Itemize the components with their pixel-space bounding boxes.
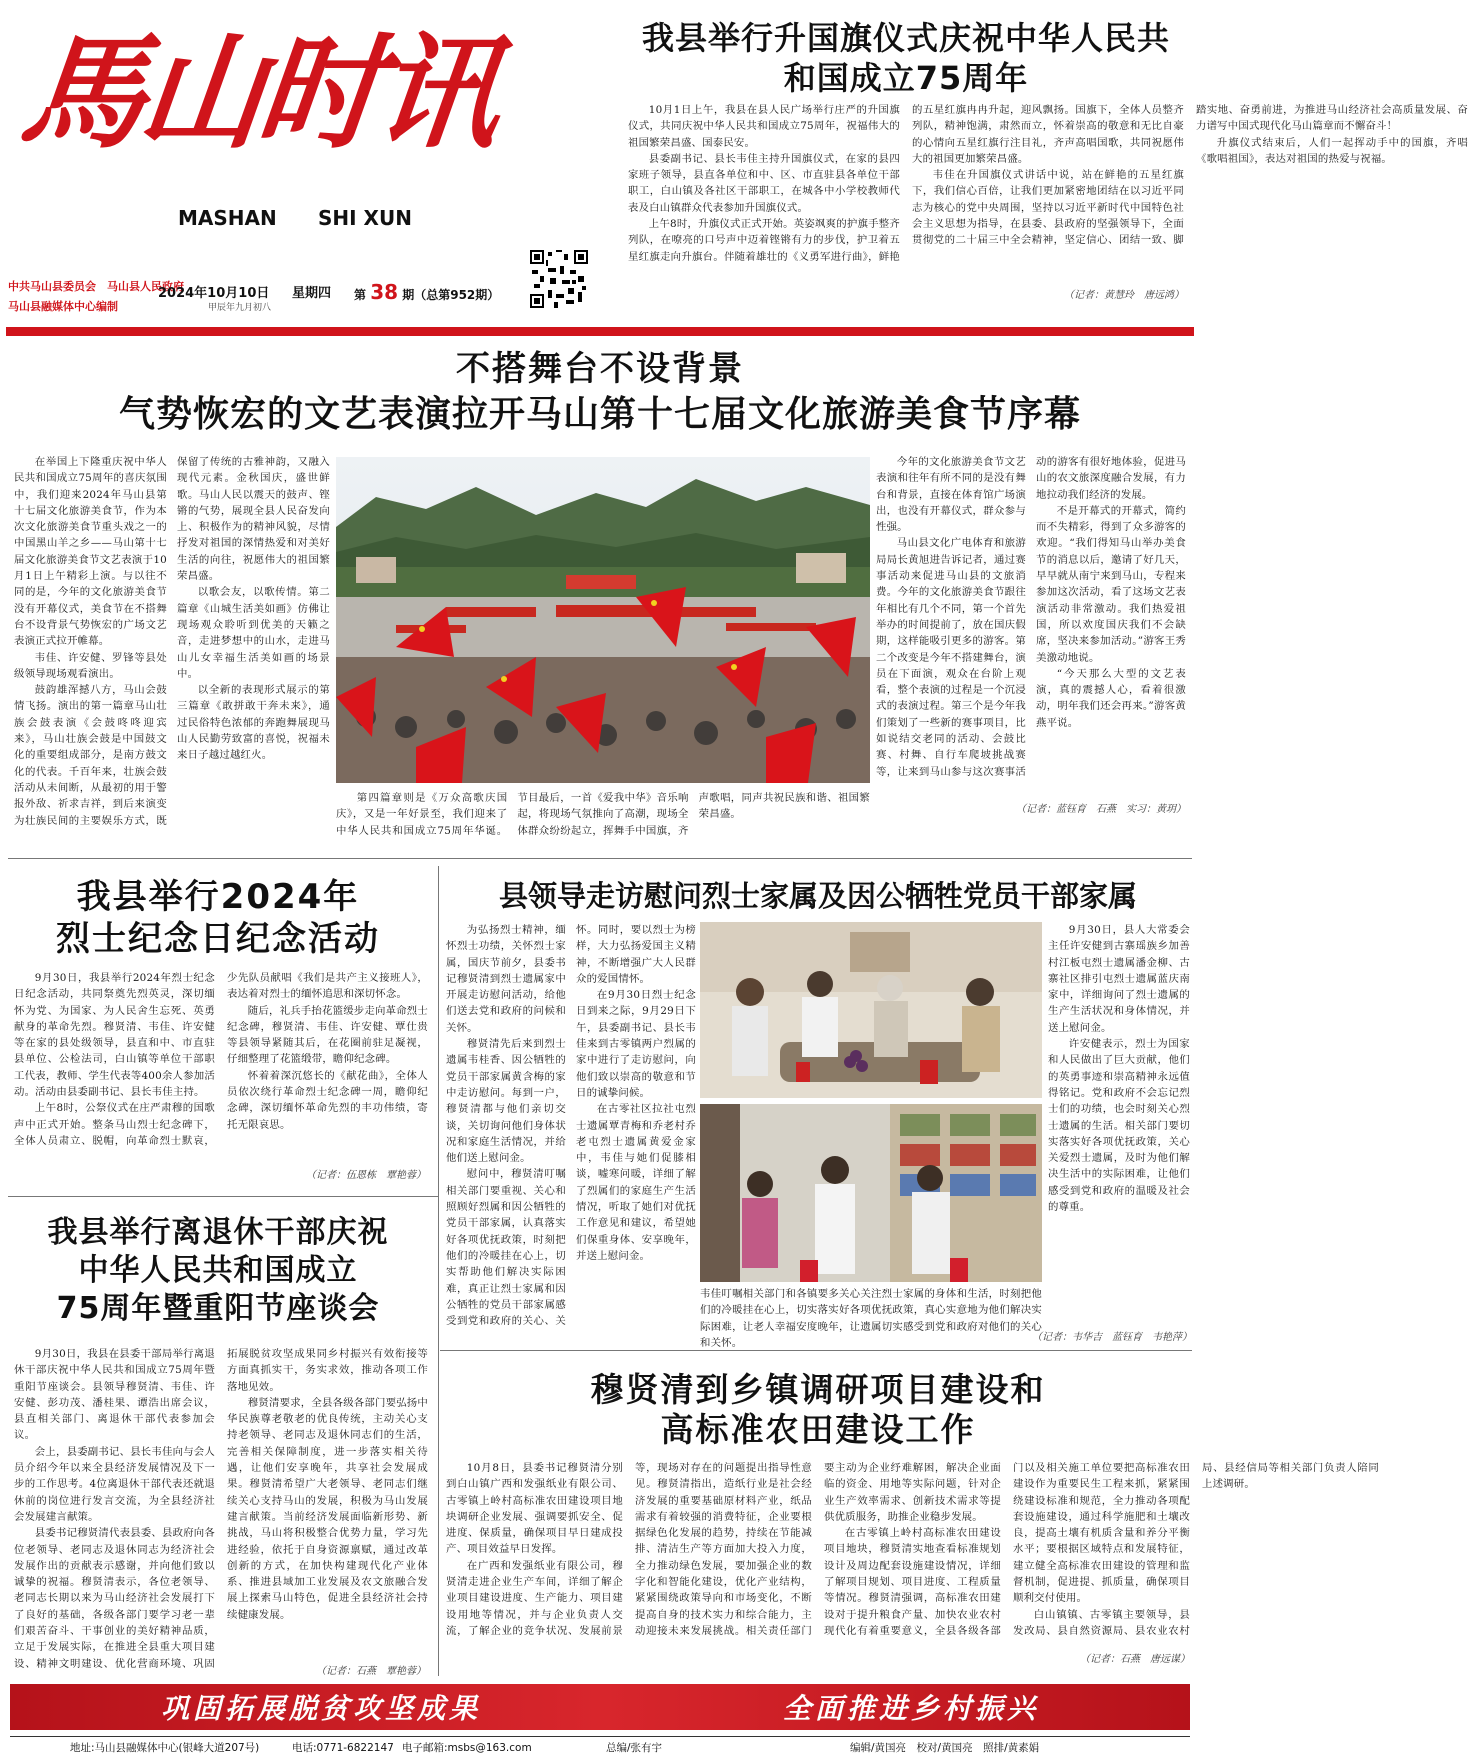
masthead-date: 2024年10月10日 [158,286,270,301]
paragraph: 以全新的表现形式展示的第三篇章《敢拼敢干奔未来》，通过民俗特色浓郁的奔跑舞展现马山人民勤劳致富的喜悦，祝福未来日子越过越红火。 [177,684,330,762]
paragraph: 9月30日，我县举行2024年烈士纪念日纪念活动，共同祭奠先烈英灵，深切缅怀为党、为国家、为人民舍生忘死、英勇献身的革命先烈。穆贤清、韦佳、许安健等在家的县处级领导，县直和中、市直驻县单位、公检法司，白山镇等单位干部职工代表，教师、学生代表等400余人参加活动。活动由县委副书记、县长韦佳主持。 [14,972,215,1099]
masthead-lunar: 甲辰年九月初八 [208,303,272,313]
footer-phone: 电话:0771-6822147 [292,1742,394,1754]
paragraph: 慰问中，穆贤清叮嘱相关部门要重视、关心和照顾好烈属和因公牺牲的党员干部家属，认真落实好各项优抚政策，时刻把他们的冷暖挂在心上，切实帮助他们解决实际困难，真正让烈士家属和因公牺牲的党员干部家属感受到党和政府的关心、关怀。同时，要以烈士为榜样，大力弘扬爱国主义精神，不断增强广大人民群众的爱国情怀。 [446,924,696,1328]
masthead-sponsor-1: 中共马山县委员会 马山县人民政府 [8,280,184,293]
martyrs-body [14,970,428,1180]
divider [8,1196,438,1197]
festival-photo [336,457,870,783]
masthead-issue [354,280,499,304]
masthead-en-left: MASHAN [178,206,277,230]
paragraph: 韦佳叮嘱相关部门和各镇要多关心关注烈士家属的身体和生活，时刻把他们的冷暖挂在心上，切实落实好各项优抚政策，真心实意地为他们解决实际困难，让老人幸福安度晚年，让遗属切实感受到党和政府对他们的关心和关怀。 [700,1288,1042,1349]
retiree-headline-line1: 我县举行离退休干部庆祝 [47,1215,389,1250]
masthead-weekday: 星期四 [292,286,332,301]
lead-headline-line1: 不搭舞台不设背景 [456,349,744,389]
paragraph: 9月30日，我县在县委干部局举行离退休干部庆祝中华人民共和国成立75周年暨重阳节座谈会。县领导穆贤清、韦佳、许安健、彭功茂、潘桂果、谭浩出席会议，县直相关部门、离退休干部代表参加会议。 [14,1348,215,1442]
visit-photo-1 [700,922,1042,1098]
paragraph: 不是开幕式的开幕式，简约而不失精彩，得到了众多游客的欢迎。“我们得知马山举办美食节的消息以后，邀请了好几天，早早就从南宁来到马山，专程来参加这次活动，看了这场文艺表演活动非常激动。我们热爱祖国，所以欢度国庆我们不会缺席，坚决来参加活动。”游客王秀美激动地说。 [1036,504,1186,664]
paragraph: 今年的文化旅游美食节文艺表演和往年有所不同的是没有舞台和背景，直接在体育馆广场演出，也没有开幕仪式，群众参与性强。 [876,456,1026,534]
paragraph: 在古零镇上岭村高标准农田建设项目地块，穆贤清实地查看标准规划设计及周边配套设施建设情况，详细了解项目规划、项目进度、工程质量等情况。穆贤清强调，高标准农田建设对于提升粮食产量、加快农业农村现代化有着重要意义，全县各级各部门以及相关施工单位要把高标准农田建设作为重要民生工程来抓，紧紧围绕建设标准和规范，全力推动各项配套设施建设，通过科学施肥和土壤改良，提高土壤有机质含量和养分平衡水平；要根据区域特点和发展特征，建立健全高标准农田建设的管理和监督机制，促进提、抓质量，确保项目顺利交付使用。 [824,1462,1190,1637]
masthead [0,0,620,313]
footer-address: 地址:马山县融媒体中心(银峰大道207号) [70,1742,260,1754]
rural-headline-line1: 穆贤清到乡镇调研项目建设和 [590,1370,1046,1409]
paragraph: 上午8时，升旗仪式正式开始。英姿飒爽的护旗手整齐列队，在嘹亮的口号声中迈着铿锵有力的步伐，护卫着五星红旗走向升旗台。伴随着雄壮的《义勇军进行曲》，鲜艳的五星红旗冉冉升起，迎风飘扬。国旗下，全体人员整齐列队，精神饱满，肃然而立，怀着崇高的敬意和无比自豪的心情向五星红旗行注目礼，齐声高唱国歌，共同祝愿伟大的祖国更加繁荣昌盛。 [628,104,1184,263]
retiree-body [14,1346,428,1676]
paragraph: 10月1日上午，我县在县人民广场举行庄严的升国旗仪式，共同庆祝中华人民共和国成立75周年，祝福伟大的祖国繁荣昌盛、国泰民安。 [628,104,900,149]
top-story-body [628,102,1468,280]
rural-byline: （记者：石燕 唐远谋） [1080,1654,1190,1665]
rural-body [446,1460,1379,1646]
paragraph: 9月30日，县人大常委会主任许安健到古寨瑶族乡加善村江板屯烈士遗属潘金柳、古寨社区排引屯烈士遗属蓝庆南家中，详细询问了烈士遗属的生产生活状况和身体情况，并送上慰问金。 [1048,924,1190,1034]
footer-email: 电子邮箱:msbs@163.com [402,1742,532,1754]
paragraph: 为弘扬烈士精神，缅怀烈士功绩，关怀烈士家属，国庆节前夕，县委书记穆贤清到烈士遗属家中开展走访慰问活动，给他们送去党和政府的问候和关怀。 [446,924,566,1034]
paragraph: 县委副书记、县长韦佳主持升国旗仪式，在家的县四家班子领导，县直各单位和中、区、市直驻县各单位干部职工，白山镇及各社区干部职工，在城各中小学校教师代表及白山镇群众代表参加升国旗仪式。 [628,152,900,214]
slogan-banner [10,1684,1190,1730]
visit-byline: （记者：韦华吉 蓝钰育 韦艳萍） [1032,1332,1192,1343]
visit-photo-1-art [700,922,1042,1098]
paragraph: 升旗仪式结束后，人们一起挥动手中的国旗，齐唱《歌唱祖国》，表达对祖国的热爱与祝福。 [1196,136,1468,165]
visit-body-under-photo [700,1286,1042,1349]
masthead-logo: 馬山时讯 [14,21,502,166]
divider [438,866,439,1676]
paragraph: 鼓韵雄浑撼八方，马山会鼓情飞扬。演出的第一篇章马山壮族会鼓表演《会鼓咚咚迎宾来》，马山壮族会鼓是中国鼓文化的重要组成部分，是南方鼓文化的代表。千百年来，壮族会鼓活动从未间断，从最初的用于警报外敌、祈求吉祥，到后来演变为壮族民间的主要娱乐方式，既保留了传统的古雅神韵，又融入现代元素。金秋国庆，盛世鲜歌。马山人民以震天的鼓声、铿锵的气势，展现全县人民奋发向上、积极作为的精神风貌，尽情抒发对祖国的深情热爱和对美好生活的向往，祝愿伟大的祖国繁荣昌盛。 [14,456,330,827]
issue-prefix: 第 [354,288,367,302]
paragraph: 在9月30日烈士纪念日到来之际，9月29日下午，县委副书记、县长韦佳来到古零镇两户烈属的家中进行了走访慰问，向他们致以崇高的敬意和节日的诚挚问候。 [576,989,696,1099]
lead-headline-line2: 气势恢宏的文艺表演拉开马山第十七届文化旅游美食节序幕 [118,394,1081,435]
paragraph: 韦佳在升国旗仪式讲话中说，站在鲜艳的五星红旗下，我们信心百倍，让我们更加紧密地团结在以习近平同志为核心的党中央周围，坚持以习近平新时代中国特色社会主义思想为指导，在县委、县政府的坚强领导下，全面贯彻党的二十届三中全会精神，坚定信心、团结一致、脚踏实地、奋勇前进，为推进马山经济社会高质量发展、奋力谱写中国式现代化马山篇章而不懈奋斗！ [912,104,1468,247]
retiree-byline: （记者：石燕 覃艳蓉） [316,1666,426,1677]
paragraph: 县委书记穆贤清代表县委、县政府向各位老领导、老同志及退休同志为经济社会发展作出的贡献表示感谢，并向他们致以诚挚的祝福。穆贤清表示，各位老领导、老同志长期以来为马山经济社会发展打下了良好的基础，各级各部门要学习老一辈们艰苦奋斗、干事创业的美好精神品质，立足于发展实际，在推进全县重大项目建设、精神文明建设、优化营商环境、巩固拓展脱贫攻坚成果同乡村振兴有效衔接等方面真抓实干，务实求效，推动各项工作落地见效。 [14,1348,428,1670]
footer [10,1740,1190,1756]
lead-byline: （记者：蓝钰育 石燕 实习：黄玥） [1016,804,1186,815]
paragraph: 韦佳、许安健、罗锋等县处级领导现场观看演出。 [14,651,167,680]
issue-suffix: 期（总第952期） [402,288,500,302]
divider [440,1350,1192,1351]
festival-photo-art [336,457,870,783]
visit-photo-2 [700,1104,1042,1282]
issue-number: 38 [370,280,399,304]
rural-headline-line2: 高标准农田建设工作 [660,1410,976,1449]
footer-chief-editor: 总编/张有宇 [606,1742,663,1754]
divider [8,858,1192,859]
retiree-headline-line2: 中华人民共和国成立 [78,1253,358,1288]
visit-body-left [446,922,696,1338]
martyrs-headline-line1: 我县举行2024年 [76,877,360,917]
footer-rule [10,1736,1190,1737]
visit-body-right [1048,922,1190,1326]
paragraph: 穆贤清先后来到烈士遗属韦桂香、因公牺牲的党员干部家属黄含梅的家中走访慰问。每到一户，穆贤清都与他们亲切交谈，关切询问他们身体状况和家庭生活情况，并给他们送上慰问金。 [446,1038,566,1165]
paragraph: 许安健表示，烈士为国家和人民做出了巨大贡献，他们的英勇事迹和崇高精神永远值得铭记。党和政府不会忘记烈士们的功绩，也会时刻关心烈士遗属的生活。相关部门要切实落实好各项优抚政策，关心关爱烈士遗属，及时为他们解决生活中的实际困难，让他们感受到党和政府的温暖及社会的尊重。 [1048,1038,1190,1214]
paragraph: 10月8日，县委书记穆贤清分别到白山镇广西和发强纸业有限公司、古零镇上岭村高标准农田建设项目地块调研企业发展、强调要抓安全、促进度、保质量，确保项目早日建成投产、项目效益早日发挥。 [446,1462,623,1556]
paragraph: 穆贤清要求，全县各级各部门要弘扬中华民族尊老敬老的优良传统，主动关心支持老领导、老同志及退休同志们的生活，完善相关保障制度，进一步落实相关待遇，让他们安享晚年，共享社会发展成果。穆贤清希望广大老领导、老同志们继续关心支持马山的发展，积极为马山发展建言献策。当前经济发展面临新形势、新挑战，马山将积极整合优势力量，学习先进经验，依托于自身资源禀赋，通过改革创新的方式，在加快构建现代化产业体系、推进县域加工业发展及农文旅融合发展上探索马山特色，促进全县经济社会持续健康发展。 [227,1396,428,1621]
visit-photo-2-art [700,1104,1042,1282]
masthead-rule [6,327,1194,336]
lead-body-under-photo [336,790,870,844]
paragraph: 随后，礼兵手抬花篮缓步走向革命烈士纪念碑，穆贤清、韦佳、许安健、覃仕贵等县领导紧随其后，在花圈前驻足凝视，仔细整理了花篮缎带，瞻仰纪念碑。 [227,1004,428,1066]
martyrs-byline: （记者：伍恩栋 覃艳蓉） [306,1170,426,1181]
lead-body-left [14,454,330,844]
paragraph: 白山镇镇、古零镇主要领导，县发改局、县自然资源局、县农业农村局、县经信局等相关部门负责人陪同上述调研。 [1013,1462,1379,1637]
masthead-sponsor-2: 马山县融媒体中心编制 [8,300,118,313]
martyrs-headline-line2: 烈士纪念日纪念活动 [56,919,380,959]
visit-headline: 县领导走访慰问烈士家属及因公牺牲党员干部家属 [498,879,1137,913]
paragraph: 以歌会友，以歌传情。第二篇章《山城生活美如画》仿佛让现场观众聆听到优美的天籁之音，走进梦想中的山水，走进马山儿女幸福生活美如画的场景中。 [177,586,330,680]
retiree-headline-line3: 75周年暨重阳节座谈会 [56,1291,380,1326]
footer-editors: 编辑/黄国亮 校对/黄国亮 照排/黄素娟 [850,1742,1040,1754]
paragraph: 上午8时，公祭仪式在庄严肃穆的国歌声中正式开始。整条马山烈士纪念碑下，全体人员肃立、脱帽，向革命烈士默哀，少先队员献唱《我们是共产主义接班人》，表达着对烈士的缅怀追思和深切怀念。 [14,972,428,1147]
paragraph: 怀着着深沉悠长的《献花曲》，全体人员依次绕行革命烈士纪念碑一周，瞻仰纪念碑，深切缅怀革命先烈的丰功伟绩，寄托无限哀思。 [227,1069,428,1131]
paragraph: 在举国上下隆重庆祝中华人民共和国成立75周年的喜庆氛围中，我们迎来2024年马山县第十七届文化旅游美食节，作为本次文化旅游美食节重头戏之一的中国黑山羊之乡——马山第十七届文化旅游美食节文艺表演于10月1日上午精彩上演。与以往不同的是，今年的文化旅游美食节没有开幕仪式，美食节在不搭舞台不设背景气势恢宏的广场文艺表演正式拉开帷幕。 [14,456,167,648]
paragraph: “今天那么大型的文艺表演，真的震撼人心，看着很激动，明年我们还会再来。”游客黄燕平说。 [1036,667,1186,729]
paragraph: 会上，县委副书记、县长韦佳向与会人员介绍今年以来全县经济发展情况及下一步的工作思考。4位离退休干部代表还就退休前的岗位进行发言交流，为全县经济社会发展建言献策。 [14,1445,215,1523]
paragraph: 在广西和发强纸业有限公司，穆贤清走进企业生产车间，详细了解企业项目建设进度、生产能力、项目建设用地等情况，并与企业负责人交流，了解企业的竞争状况、发展前景等，现场对存在的问题提出指导性意见。穆贤清指出，造纸行业是社会经济发展的重要基础原材料产业，纸品需求有着较强的消费特征，企业要根据绿色化发展的趋势，持续在节能减排、清洁生产等方面加大投入力度，全力推动绿色发展，要加强企业的数字化和智能化建设，优化产业结构，紧紧围绕政策导向和市场变化，不断提高自身的技术实力和综合能力，主动迎接未来发展挑战。相关责任部门要主动为企业纾难解困，解决企业面临的资金、用地等实际问题，针对企业生产效率需求、创新技术需求等提供优质服务，助推企业稳步发展。 [446,1462,1001,1637]
paragraph: 马山县文化广电体育和旅游局局长黄旭进告诉记者，通过赛事活动来促进马山县的文旅消费。今年的文化旅游美食节跟往年相比有几个不同，第一个首先举办的时间提前了，放在国庆假期，这样能吸引更多的游客。第二个改变是今年不搭建舞台，演员在下面演，观众在台阶上观看，整个表演的过程是一个沉浸式的表演过程。第三个是今年我们策划了一些新的赛事项目，比如说结交老同的活动、会鼓比赛、村舞、自行车爬坡挑战赛等，让来到马山参与这次赛事活动的游客有很好地体验，促进马山的农文旅深度融合发展，有力地拉动我们经济的发展。 [876,456,1186,778]
slogan-right: 全面推进乡村振兴 [782,1692,1039,1725]
masthead-en-right: SHI XUN [318,206,412,230]
slogan-left: 巩固拓展脱贫攻坚成果 [160,1692,481,1725]
paragraph: 第四篇章则是《万众高歌庆国庆》，又是一年好景至，我们迎来了中华人民共和国成立75周年华诞。节目最后，一首《爱我中华》音乐响起，将现场气氛推向了高潮，现场全体群众纷纷起立，挥舞手中国旗，齐声歌唱，同声共祝民族和谐、祖国繁荣昌盛。 [336,792,870,837]
lead-body-right [876,454,1186,786]
qr-code-icon [530,250,588,308]
top-story-byline: （记者：黄慧玲 唐远鸿） [1064,290,1184,301]
paragraph: 在古零社区拉社屯烈士遗属覃青梅和乔老村乔老屯烈士遗属黄爱金家中，韦佳与她们促膝相谈，嘘寒问暖，详细了解了烈属们的家庭生产生活情况，听取了她们对优抚工作意见和建议，希望她们保重身体、安享晚年，并送上慰问金。 [576,1103,696,1262]
top-story-headline: 我县举行升国旗仪式庆祝中华人民共和国成立75周年 [641,19,1170,97]
